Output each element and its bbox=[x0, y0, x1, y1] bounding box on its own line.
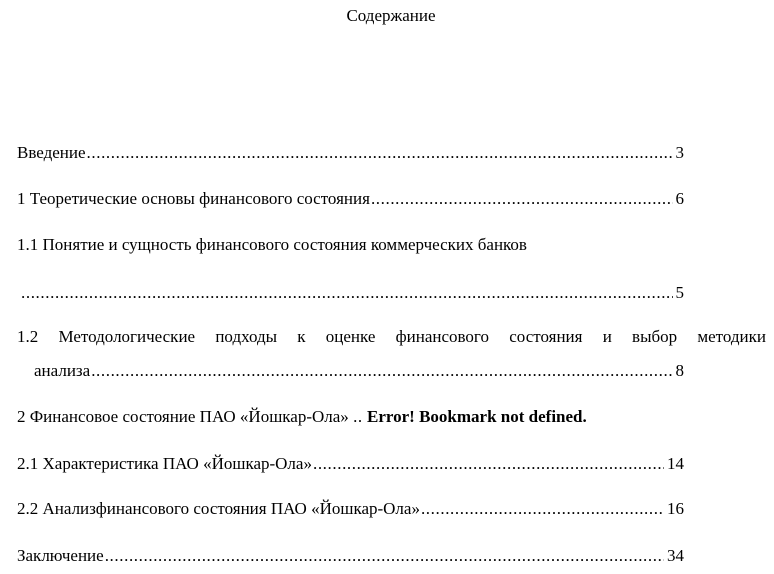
toc-page-number: 6 bbox=[675, 189, 684, 208]
toc-page-number: 5 bbox=[675, 283, 684, 302]
toc-dot-leader bbox=[105, 545, 664, 567]
toc-page-number: 8 bbox=[675, 361, 684, 380]
toc-dot-leader bbox=[91, 360, 672, 382]
toc-entry-chapter-1[interactable] bbox=[17, 188, 684, 210]
toc-entry-2-2[interactable] bbox=[17, 498, 684, 520]
toc-dot-leader: .. bbox=[353, 407, 363, 426]
toc-page-number: 16 bbox=[667, 499, 684, 518]
toc-entry-label: Введение bbox=[17, 143, 86, 162]
toc-entry-label: анализа bbox=[34, 361, 91, 380]
toc-entry-intro[interactable] bbox=[17, 142, 684, 164]
toc-entry-label: 2 Финансовое состояние ПАО «Йошкар-Ола» bbox=[17, 407, 349, 426]
page-title: Содержание bbox=[346, 6, 436, 25]
toc-entry-1-2-continuation[interactable] bbox=[34, 360, 684, 382]
toc-dot-leader bbox=[421, 498, 664, 520]
toc-dot-leader bbox=[371, 188, 673, 210]
toc-entry-label: 2.1 Характеристика ПАО «Йошкар-Ола» bbox=[17, 454, 312, 473]
toc-page-number: 34 bbox=[667, 546, 684, 565]
toc-entry-chapter-2[interactable] bbox=[17, 406, 587, 428]
toc-entry-1-1-leader-line[interactable] bbox=[21, 282, 684, 304]
toc-entry-2-1[interactable] bbox=[17, 453, 684, 475]
toc-entry-1-2-label[interactable]: 1.2 Методологические подходы к оценке финансового состояния и выбор методики bbox=[17, 327, 766, 346]
toc-dot-leader bbox=[87, 142, 673, 164]
toc-entry-1-1-label[interactable]: 1.1 Понятие и сущность финансового состояния коммерческих банков bbox=[17, 235, 527, 254]
toc-dot-leader bbox=[21, 282, 673, 304]
toc-error-message: Error! Bookmark not defined. bbox=[367, 407, 587, 426]
toc-dot-leader bbox=[313, 453, 664, 475]
toc-entry-conclusion[interactable] bbox=[17, 545, 684, 567]
toc-page-number: 3 bbox=[675, 143, 684, 162]
toc-entry-label: 1 Теоретические основы финансового состояния bbox=[17, 189, 370, 208]
toc-page-number: 14 bbox=[667, 454, 684, 473]
toc-entry-label: Заключение bbox=[17, 546, 104, 565]
toc-entry-label: 2.2 Анализфинансового состояния ПАО «Йошкар-Ола» bbox=[17, 499, 420, 518]
